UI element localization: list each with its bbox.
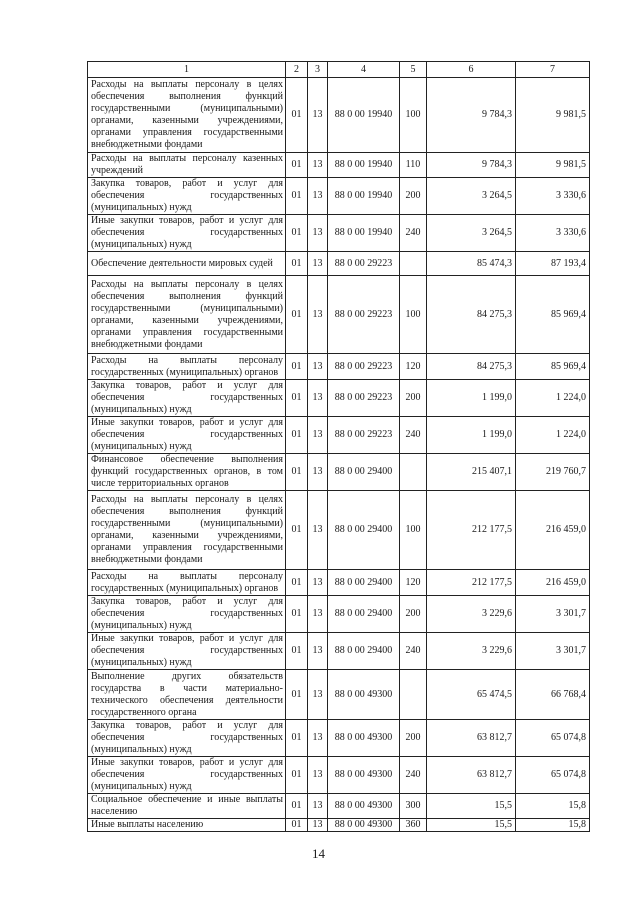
row-expense-type: 240 <box>400 417 427 454</box>
row-name: Закупка товаров, работ и услуг для обеспечения государственных (муниципальных) нужд <box>88 596 286 633</box>
row-subsection: 13 <box>308 570 328 596</box>
row-amount-year2: 65 074,8 <box>516 720 590 757</box>
row-name: Расходы на выплаты персоналу в целях обеспечения выполнения функций государственными (муниципальными) органами, казенными учреждениями, органами управления государственными внебюджетными фондами <box>88 491 286 570</box>
row-expense-type <box>400 670 427 720</box>
row-amount-year2: 15,8 <box>516 819 590 832</box>
row-target-item: 88 0 00 19940 <box>328 78 400 153</box>
row-amount-year2: 216 459,0 <box>516 491 590 570</box>
row-subsection: 13 <box>308 454 328 491</box>
row-amount-year1: 65 474,5 <box>427 670 516 720</box>
row-subsection: 13 <box>308 670 328 720</box>
header-row <box>88 62 590 78</box>
row-amount-year2: 3 330,6 <box>516 215 590 252</box>
row-target-item: 88 0 00 49300 <box>328 670 400 720</box>
row-name: Иные закупки товаров, работ и услуг для обеспечения государственных (муниципальных) нужд <box>88 757 286 794</box>
table-row <box>88 819 590 832</box>
row-subsection: 13 <box>308 794 328 819</box>
row-amount-year1: 63 812,7 <box>427 757 516 794</box>
row-amount-year1: 212 177,5 <box>427 491 516 570</box>
row-expense-type <box>400 454 427 491</box>
row-section: 01 <box>286 78 308 153</box>
row-expense-type: 300 <box>400 794 427 819</box>
row-name: Закупка товаров, работ и услуг для обеспечения государственных (муниципальных) нужд <box>88 178 286 215</box>
table-row <box>88 153 590 178</box>
header-cell-target-item: 4 <box>328 62 400 78</box>
row-amount-year2: 85 969,4 <box>516 354 590 380</box>
row-amount-year2: 3 301,7 <box>516 633 590 670</box>
row-name: Закупка товаров, работ и услуг для обеспечения государственных (муниципальных) нужд <box>88 380 286 417</box>
row-section: 01 <box>286 215 308 252</box>
budget-table <box>87 61 590 832</box>
row-target-item: 88 0 00 49300 <box>328 720 400 757</box>
row-section: 01 <box>286 720 308 757</box>
header-cell-amount-year1: 6 <box>427 62 516 78</box>
table-row <box>88 491 590 570</box>
table-row <box>88 380 590 417</box>
row-name: Социальное обеспечение и иные выплаты населению <box>88 794 286 819</box>
row-section: 01 <box>286 354 308 380</box>
table-row <box>88 276 590 354</box>
row-amount-year2: 1 224,0 <box>516 380 590 417</box>
row-amount-year2: 87 193,4 <box>516 252 590 276</box>
row-subsection: 13 <box>308 633 328 670</box>
row-section: 01 <box>286 380 308 417</box>
row-section: 01 <box>286 670 308 720</box>
row-expense-type: 100 <box>400 276 427 354</box>
row-section: 01 <box>286 454 308 491</box>
row-target-item: 88 0 00 29400 <box>328 491 400 570</box>
row-amount-year1: 215 407,1 <box>427 454 516 491</box>
row-name: Расходы на выплаты персоналу в целях обеспечения выполнения функций государственными (муниципальными) органами, казенными учреждениями, органами управления государственными внебюджетными фондами <box>88 276 286 354</box>
row-target-item: 88 0 00 29223 <box>328 252 400 276</box>
row-amount-year1: 212 177,5 <box>427 570 516 596</box>
row-name: Обеспечение деятельности мировых судей <box>88 252 286 276</box>
header-cell-expense-type: 5 <box>400 62 427 78</box>
table-row <box>88 596 590 633</box>
header-cell-subsection: 3 <box>308 62 328 78</box>
row-amount-year1: 9 784,3 <box>427 78 516 153</box>
row-target-item: 88 0 00 29223 <box>328 354 400 380</box>
row-target-item: 88 0 00 19940 <box>328 153 400 178</box>
row-name: Выполнение других обязательств государства в части материально-технического обеспечения деятельности государственного органа <box>88 670 286 720</box>
row-amount-year1: 1 199,0 <box>427 417 516 454</box>
row-section: 01 <box>286 252 308 276</box>
row-subsection: 13 <box>308 153 328 178</box>
row-expense-type: 360 <box>400 819 427 832</box>
row-name: Иные выплаты населению <box>88 819 286 832</box>
table-row <box>88 252 590 276</box>
row-target-item: 88 0 00 29223 <box>328 380 400 417</box>
row-target-item: 88 0 00 29400 <box>328 596 400 633</box>
row-subsection: 13 <box>308 757 328 794</box>
row-amount-year1: 84 275,3 <box>427 276 516 354</box>
row-subsection: 13 <box>308 720 328 757</box>
table-row <box>88 720 590 757</box>
row-target-item: 88 0 00 19940 <box>328 178 400 215</box>
row-section: 01 <box>286 633 308 670</box>
row-expense-type <box>400 252 427 276</box>
table-row <box>88 794 590 819</box>
row-target-item: 88 0 00 19940 <box>328 215 400 252</box>
row-amount-year2: 66 768,4 <box>516 670 590 720</box>
row-amount-year1: 3 229,6 <box>427 633 516 670</box>
row-expense-type: 200 <box>400 596 427 633</box>
row-section: 01 <box>286 491 308 570</box>
row-amount-year1: 1 199,0 <box>427 380 516 417</box>
row-target-item: 88 0 00 29400 <box>328 454 400 491</box>
row-amount-year2: 9 981,5 <box>516 153 590 178</box>
row-amount-year2: 3 301,7 <box>516 596 590 633</box>
row-name: Расходы на выплаты персоналу в целях обеспечения выполнения функций государственными (муниципальными) органами, казенными учреждениями, органами управления государственными внебюджетными фондами <box>88 78 286 153</box>
row-amount-year1: 84 275,3 <box>427 354 516 380</box>
row-expense-type: 200 <box>400 720 427 757</box>
row-amount-year1: 3 264,5 <box>427 215 516 252</box>
row-amount-year2: 65 074,8 <box>516 757 590 794</box>
row-target-item: 88 0 00 29400 <box>328 633 400 670</box>
row-subsection: 13 <box>308 491 328 570</box>
row-section: 01 <box>286 570 308 596</box>
table-row <box>88 633 590 670</box>
row-target-item: 88 0 00 29223 <box>328 276 400 354</box>
row-name: Расходы на выплаты персоналу государственных (муниципальных) органов <box>88 570 286 596</box>
row-section: 01 <box>286 819 308 832</box>
table-row <box>88 570 590 596</box>
row-amount-year2: 219 760,7 <box>516 454 590 491</box>
row-section: 01 <box>286 794 308 819</box>
row-amount-year1: 15,5 <box>427 819 516 832</box>
row-section: 01 <box>286 178 308 215</box>
row-subsection: 13 <box>308 178 328 215</box>
row-name: Иные закупки товаров, работ и услуг для обеспечения государственных (муниципальных) нужд <box>88 633 286 670</box>
row-subsection: 13 <box>308 276 328 354</box>
header-cell-name: 1 <box>88 62 286 78</box>
row-amount-year1: 3 229,6 <box>427 596 516 633</box>
row-name: Расходы на выплаты персоналу казенных учреждений <box>88 153 286 178</box>
row-amount-year2: 9 981,5 <box>516 78 590 153</box>
row-amount-year1: 63 812,7 <box>427 720 516 757</box>
row-subsection: 13 <box>308 78 328 153</box>
table-row <box>88 78 590 153</box>
row-amount-year1: 3 264,5 <box>427 178 516 215</box>
row-name: Иные закупки товаров, работ и услуг для обеспечения государственных (муниципальных) нужд <box>88 215 286 252</box>
row-subsection: 13 <box>308 596 328 633</box>
row-expense-type: 100 <box>400 78 427 153</box>
row-expense-type: 110 <box>400 153 427 178</box>
row-amount-year1: 15,5 <box>427 794 516 819</box>
page-number: 14 <box>312 846 325 861</box>
row-section: 01 <box>286 757 308 794</box>
header-cell-amount-year2: 7 <box>516 62 590 78</box>
row-amount-year2: 1 224,0 <box>516 417 590 454</box>
row-section: 01 <box>286 153 308 178</box>
row-amount-year2: 216 459,0 <box>516 570 590 596</box>
row-name: Иные закупки товаров, работ и услуг для обеспечения государственных (муниципальных) нужд <box>88 417 286 454</box>
row-name: Финансовое обеспечение выполнения функций государственных органов, в том числе территориальных органов <box>88 454 286 491</box>
row-amount-year1: 85 474,3 <box>427 252 516 276</box>
row-amount-year2: 15,8 <box>516 794 590 819</box>
row-expense-type: 120 <box>400 570 427 596</box>
row-expense-type: 120 <box>400 354 427 380</box>
row-section: 01 <box>286 276 308 354</box>
row-subsection: 13 <box>308 819 328 832</box>
row-expense-type: 100 <box>400 491 427 570</box>
row-expense-type: 200 <box>400 380 427 417</box>
row-subsection: 13 <box>308 354 328 380</box>
row-target-item: 88 0 00 49300 <box>328 819 400 832</box>
row-expense-type: 240 <box>400 757 427 794</box>
table-row <box>88 354 590 380</box>
row-expense-type: 240 <box>400 633 427 670</box>
table-row <box>88 670 590 720</box>
row-subsection: 13 <box>308 252 328 276</box>
row-target-item: 88 0 00 29400 <box>328 570 400 596</box>
header-cell-section: 2 <box>286 62 308 78</box>
row-subsection: 13 <box>308 417 328 454</box>
table-row <box>88 454 590 491</box>
row-expense-type: 240 <box>400 215 427 252</box>
row-amount-year1: 9 784,3 <box>427 153 516 178</box>
row-expense-type: 200 <box>400 178 427 215</box>
row-section: 01 <box>286 417 308 454</box>
row-target-item: 88 0 00 49300 <box>328 794 400 819</box>
row-target-item: 88 0 00 29223 <box>328 417 400 454</box>
row-section: 01 <box>286 596 308 633</box>
row-amount-year2: 3 330,6 <box>516 178 590 215</box>
row-subsection: 13 <box>308 215 328 252</box>
table-row <box>88 757 590 794</box>
row-name: Расходы на выплаты персоналу государственных (муниципальных) органов <box>88 354 286 380</box>
row-subsection: 13 <box>308 380 328 417</box>
table-row <box>88 178 590 215</box>
row-target-item: 88 0 00 49300 <box>328 757 400 794</box>
table-row <box>88 417 590 454</box>
row-amount-year2: 85 969,4 <box>516 276 590 354</box>
row-name: Закупка товаров, работ и услуг для обеспечения государственных (муниципальных) нужд <box>88 720 286 757</box>
table-row <box>88 215 590 252</box>
